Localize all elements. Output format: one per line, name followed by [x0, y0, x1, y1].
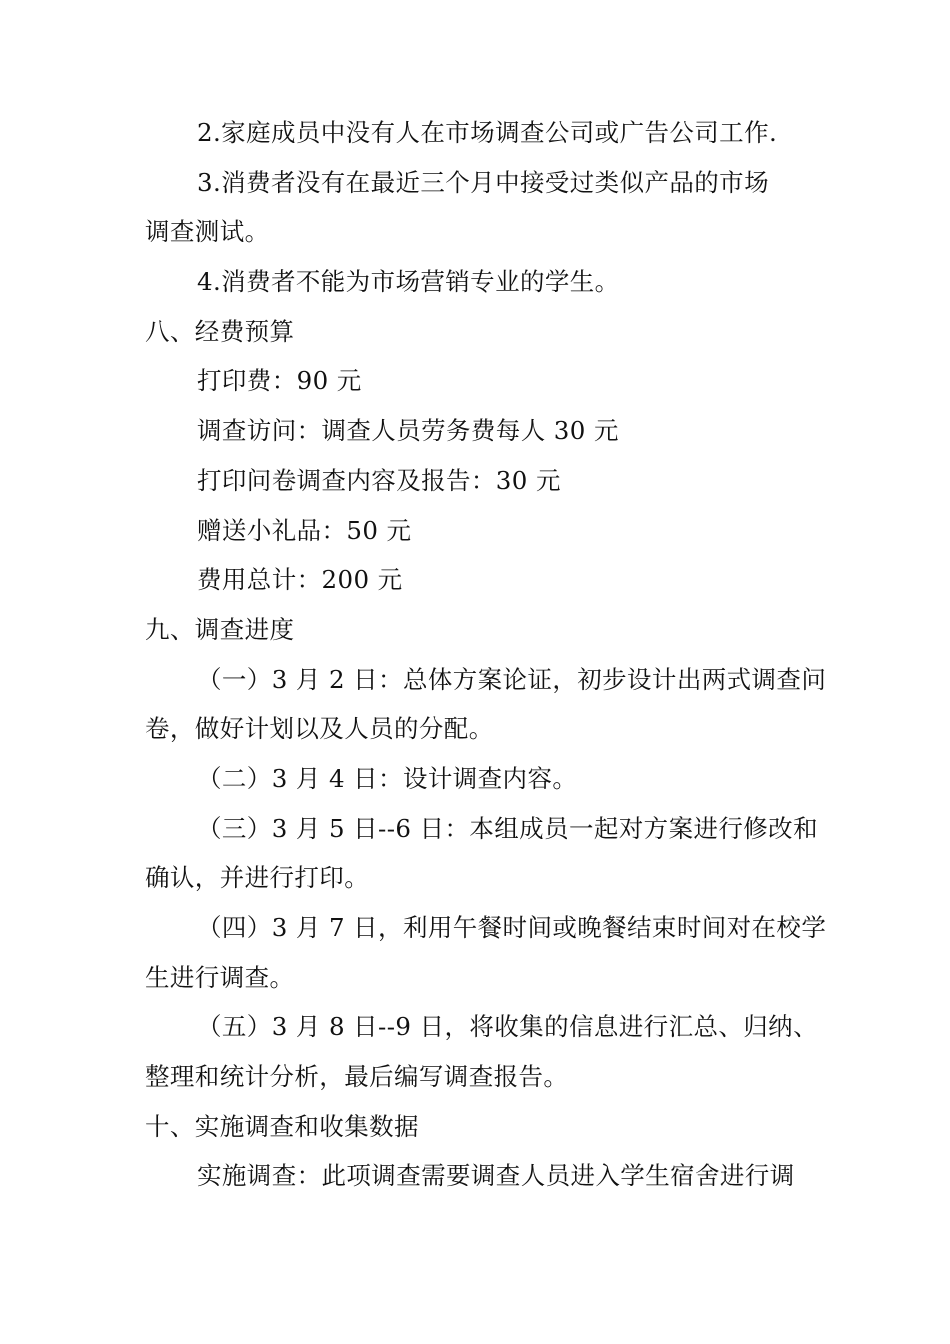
budget-item-gifts: 赠送小礼品：50 元: [197, 515, 412, 545]
paragraph-criterion-4: 4.消费者不能为市场营销专业的学生。: [197, 267, 620, 297]
budget-item-printing: 打印费：90 元: [197, 366, 362, 396]
paragraph-criterion-3: 3.消费者没有在最近三个月中接受过类似产品的市场: [197, 167, 769, 197]
schedule-item-4-continued: 生进行调查。: [145, 962, 295, 992]
budget-total: 费用总计：200 元: [197, 565, 403, 595]
schedule-item-3-continued: 确认，并进行打印。: [145, 863, 370, 893]
paragraph-implementation: 实施调查：此项调查需要调查人员进入学生宿舍进行调: [197, 1161, 795, 1191]
schedule-item-5: （五）3 月 8 日--9 日，将收集的信息进行汇总、归纳、: [197, 1012, 818, 1042]
schedule-item-1: （一）3 月 2 日：总体方案论证，初步设计出两式调查问: [197, 664, 827, 694]
schedule-item-5-continued: 整理和统计分析，最后编写调查报告。: [145, 1062, 569, 1092]
budget-item-report-printing: 打印问卷调查内容及报告：30 元: [197, 465, 561, 495]
schedule-item-4: （四）3 月 7 日，利用午餐时间或晚餐结束时间对在校学: [197, 913, 827, 942]
section-heading-implementation: 十、实施调查和收集数据: [145, 1111, 419, 1141]
document-body: [145, 108, 827, 1201]
section-heading-schedule: 九、调查进度: [145, 614, 295, 644]
schedule-item-1-continued: 卷，做好计划以及人员的分配。: [145, 714, 494, 744]
paragraph-criterion-2: 2.家庭成员中没有人在市场调查公司或广告公司工作.: [197, 118, 778, 147]
schedule-item-2: （二）3 月 4 日：设计调查内容。: [197, 763, 578, 793]
budget-item-interview: 调查访问：调查人员劳务费每人 30 元: [197, 416, 619, 446]
section-heading-budget: 八、经费预算: [145, 316, 295, 346]
paragraph-criterion-3-continued: 调查测试。: [145, 217, 270, 247]
schedule-item-3: （三）3 月 5 日--6 日：本组成员一起对方案进行修改和: [197, 813, 818, 843]
